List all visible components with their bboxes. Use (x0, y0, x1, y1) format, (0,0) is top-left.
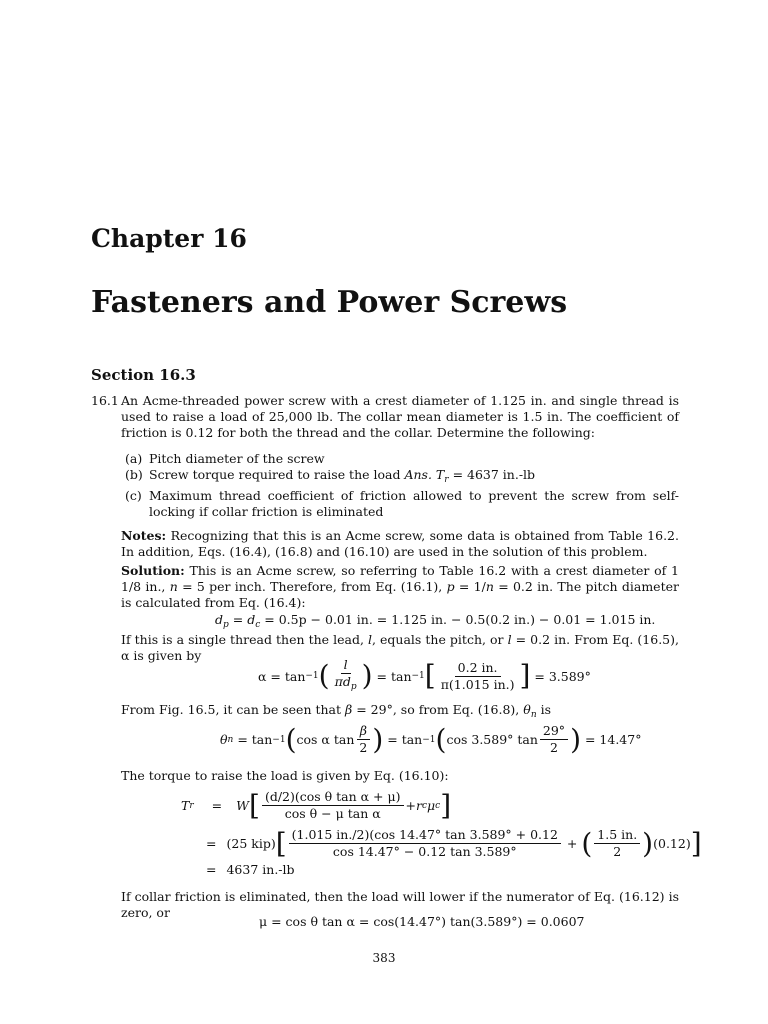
eq-dp-text: = 0.5p − 0.01 in. = 1.125 in. − 0.5(0.2 in.) − 0.01 = 1.015 in. (264, 612, 656, 627)
problem-statement: An Acme-threaded power screw with a crest diameter of 1.125 in. and single thread is used to raise a load of 25,000 lb. The collar mean diameter is 1.5 in. The coefficient of friction is 0.12 for both the thread and the collar. Determine the following: (121, 393, 679, 440)
item-label: (c) (125, 488, 142, 503)
lead-text-b: , equals the pitch, or (372, 632, 504, 647)
torque-line2-tail: (0.12) (653, 836, 691, 851)
fig-text-b: = 29°, so from Eq. (16.8), (356, 702, 520, 717)
fig-text-a: From Fig. 16.5, it can be seen that (121, 702, 342, 717)
eq-theta-mid: = tan (387, 732, 423, 747)
page-number: 383 (372, 951, 396, 965)
notes-paragraph (121, 528, 679, 560)
eq-theta-inner: cos 3.589° tan (446, 732, 538, 747)
list-item (125, 451, 679, 467)
equation-torque-3: = 4637 in.-lb (206, 862, 295, 877)
eq-alpha-result: = 3.589° (534, 668, 591, 684)
notes-text: Recognizing that this is an Acme screw, some data is obtained from Table 16.2. In addition, Eqs. (16.4), (16.8) and (16.10) are used in the solution of this problem. (121, 528, 679, 559)
equation-theta: θ n = tan −1 ( cos α tan $\frac{\beta}{2}$ ) = tan −1 ( cos 3.589° tan $\frac{29^\circ}{2}$ ) = 14.47° (220, 722, 642, 756)
item-label: (a) (125, 451, 143, 466)
torque-line2-prefix: (25 kip) (226, 836, 276, 851)
solution-text-3: = 0.2 in. The pitch diameter is calculated from Eq. (16.4): (121, 579, 679, 610)
torque-line2-frac-den: 2 (613, 844, 622, 859)
torque-line2-frac-num: 1.5 in. (594, 828, 640, 844)
equation-mu: μ = cos θ tan α = cos(14.47°) tan(3.589°) = 0.0607 (259, 914, 585, 929)
torque-line1-den: cos θ − μ tan α (284, 806, 381, 821)
item-text: Screw torque required to raise the load (149, 467, 401, 482)
solution-label: Solution: (121, 563, 185, 578)
solution-text-1: This is an Acme screw, so referring to Table 16.2 with a crest diameter of 1 1/8 in., (121, 563, 679, 594)
item-text: Maximum thread coefficient of friction allowed to prevent the screw from self-locking if collar friction is eliminated (149, 488, 679, 519)
lead-text-a: If this is a single thread then the lead, (121, 632, 364, 647)
torque-line1-num: (d/2)(cos θ tan α + μ) (262, 790, 404, 806)
list-item: (b) Screw torque required to raise the load Ans. $T_r = 4637$ in.-lb (125, 467, 536, 485)
eq-theta-num: 29° (540, 724, 568, 740)
eq-alpha-mid: = tan (376, 668, 412, 684)
list-item (125, 488, 679, 520)
notes-label: Notes: (121, 528, 167, 543)
answer-prefix: Ans. (404, 467, 432, 482)
eq-alpha-num: 0.2 in. (455, 661, 501, 677)
lead-text-d: is given by (133, 648, 202, 663)
item-label: (b) (125, 467, 143, 482)
eq-theta-lhs: = tan (237, 732, 273, 747)
eq-alpha-lhs: α = tan (258, 668, 306, 684)
fig-paragraph: From Fig. 16.5, it can be seen that β = 29°, so from Eq. (16.8), $\theta_n$ is (121, 702, 552, 720)
torque-line3: 4637 in.-lb (226, 862, 295, 877)
answer-text: = 4637 in.-lb (452, 467, 536, 482)
problem-number: 16.1 (91, 393, 119, 408)
item-text: Pitch diameter of the screw (149, 451, 325, 466)
torque-line2-num: (1.015 in./2)(cos 14.47° tan 3.589° + 0.12 (289, 828, 561, 844)
torque-line2-den: cos 14.47° − 0.12 tan 3.589° (332, 844, 517, 859)
chapter-label: Chapter 16 (91, 224, 247, 253)
eq-theta-result: = 14.47° (584, 732, 642, 747)
solution-text-2: = 5 per inch. Therefore, from Eq. (16.1), (182, 579, 443, 594)
equation-torque-2: = (25 kip) [ $\frac{(1.015 in./2)(\cos 14.47^\circ \tan 3.589^\circ + 0.12}{\cos 14.47^\circ - 0.12 \tan 3.589^\circ}$ + ( $\frac{1.5 in.}{2}$ ) (0.12) ] (206, 826, 702, 860)
solution-paragraph: Solution: This is an Acme screw, so referring to Table 16.2 with a crest diameter of 1 1/8 in., n = 5 per inch. Therefore, from Eq. (16.1), p = 1/n = 0.2 in. The pitch diameter is calculated from Eq. (16.4): (121, 563, 679, 610)
eq-theta-den: 2 (550, 740, 558, 755)
problem-items (125, 451, 679, 520)
lead-text-c: = 0.2 in. From Eq. (16.5), (515, 632, 679, 647)
eq-alpha-den: π(1.015 in.) (440, 676, 515, 692)
lead-paragraph: If this is a single thread then the lead, l, equals the pitch, or l = 0.2 in. From Eq. (16.5), α is given by (121, 632, 679, 663)
equation-torque-1: T r = W [ $\frac{\text{(d/2)(cos θ tan α + μ)}}{\text{cos θ − μ tan α}}$ + r c μ c ] (181, 788, 452, 822)
equation-alpha: α = tan −1 ( $\frac{l}{\pi d_p}$ ) = tan −1 [ $\frac{0.2 in.}{\pi(1.015 in.)}$ ] = 3.589° (258, 657, 591, 692)
equation-dp: $d_p = d_c = 0.5p - 0.01$ in. = 1.125 in. − 0.5(0.2 in.) − 0.01 = 1.015 in. (215, 612, 656, 630)
fig-text-c: is (540, 702, 552, 717)
section-heading: Section 16.3 (91, 366, 196, 384)
chapter-title: Fasteners and Power Screws (91, 285, 568, 320)
collar-paragraph: If collar friction is eliminated, then the load will lower if the numerator of Eq. (16.12) is zero, or (121, 889, 679, 920)
torque-intro: The torque to raise the load is given by Eq. (16.10): (121, 768, 449, 783)
